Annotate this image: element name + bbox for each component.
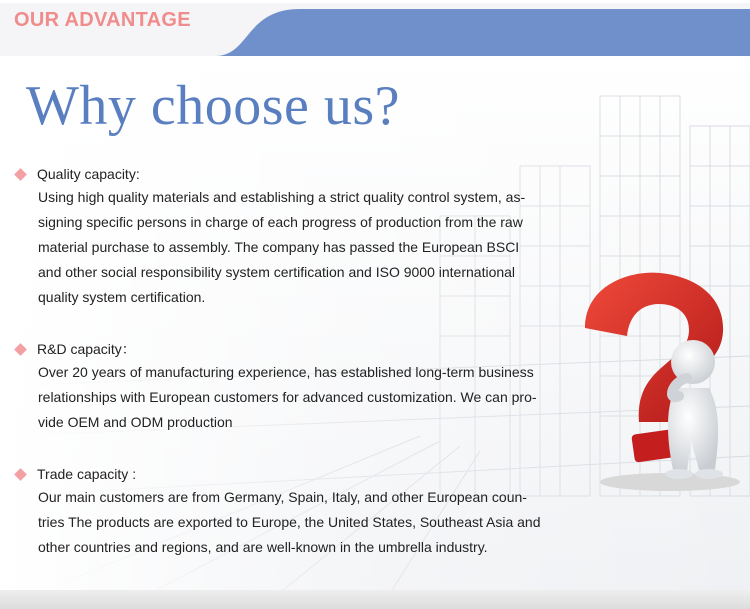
section-quality [14,163,594,310]
section-header-title: OUR ADVANTAGE [14,9,191,31]
body-line: relationships with European customers for advanced customization. We can pro- [38,389,537,405]
body-line: vide OEM and ODM production [38,414,233,430]
section-body [38,360,594,435]
diamond-bullet-icon [14,168,27,181]
body-line: Using high quality materials and establishing a strict quality control system, as- [38,189,526,205]
body-line: material purchase to assembly. The company has passed the European BSCI [38,239,520,255]
section-trade [14,463,594,560]
section-title: R&D capacity： [37,341,136,357]
section-heading [14,463,594,485]
section-body [38,185,594,310]
bottom-divider [0,590,750,609]
body-line: tries The products are exported to Europe, the United States, Southeast Asia and [38,514,541,530]
main-title: Why choose us? [26,75,401,137]
body-line: Our main customers are from Germany, Spain, Italy, and other European coun- [38,489,527,505]
section-heading [14,163,594,185]
diamond-bullet-icon [14,468,27,481]
section-rnd [14,338,594,435]
section-heading [14,338,594,360]
diamond-bullet-icon [14,343,27,356]
question-mark-figure-icon [575,270,750,495]
section-body [38,485,594,560]
body-line: Over 20 years of manufacturing experience, has established long-term business [38,364,534,380]
body-line: quality system certification. [38,289,206,305]
body-line: and other social responsibility system certification and ISO 9000 international [38,264,516,280]
section-title: Quality capacity: [37,166,140,182]
body-line: signing specific persons in charge of each progress of production from the raw [38,214,523,230]
body-line: other countries and regions, and are well-known in the umbrella industry. [38,539,488,555]
section-title: Trade capacity : [37,466,137,482]
